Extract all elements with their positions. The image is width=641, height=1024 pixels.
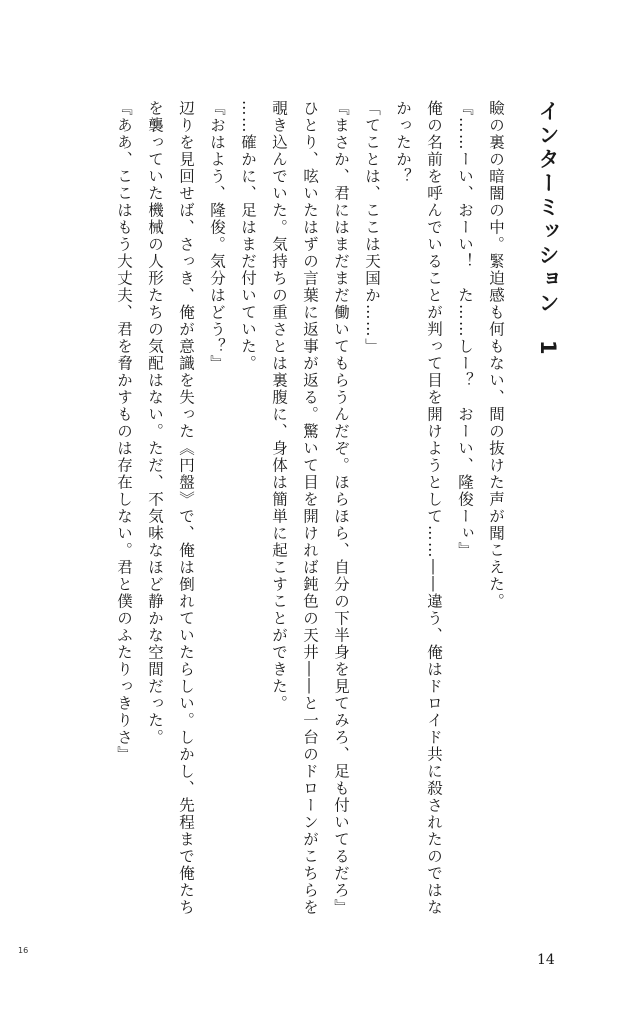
body-text: [108, 100, 511, 920]
side-page-mark: 16: [18, 946, 29, 955]
paragraph: 俺の名前を呼んでいることが判って目を開けようとして……――違う、俺はドロイド共に殺されたのではなかったか？: [394, 100, 443, 916]
paragraph: 『まさか、君にはまだまだ働いてもらうんだぞ。ほらほら、自分の下半身を見てみろ、足も付いてるだろ』: [332, 100, 350, 916]
paragraph: 「てことは、ここは天国か……」: [363, 100, 381, 355]
paragraph: ……確かに、足はまだ付いていた。: [239, 100, 257, 372]
paragraph: ひとり、呟いたはずの言葉に返事が返る。驚いて目を開ければ鈍色の天井――と一台のドローンがこちらを覗き込んでいた。気持ちの重さとは裏腹に、身体は簡単に起こすことができた。: [270, 100, 319, 916]
paragraph: 瞼の裏の暗闇の中。緊迫感も何もない、間の抜けた声が聞こえた。: [487, 100, 505, 610]
paragraph: 『……ーい、おーい！ た……しー？ おーい、隆俊ーぃ』: [456, 100, 474, 559]
chapter-title: インターミッション 1: [536, 100, 560, 358]
page-number: 14: [537, 952, 555, 968]
paragraph: 辺りを見回せば、さっき、俺が意識を失った《円盤》で、俺は倒れていたらしい。しかし、先程まで俺たちを襲っていた機械の人形たちの気配はない。ただ、不気味なほど静かな空間だった。: [146, 100, 195, 916]
paragraph: 『ああ、ここはもう大丈夫、君を脅かすものは存在しない。君と僕のふたりっきりさ』: [115, 100, 133, 763]
paragraph: 『おはよう、隆俊。気分はどう？』: [208, 100, 226, 372]
